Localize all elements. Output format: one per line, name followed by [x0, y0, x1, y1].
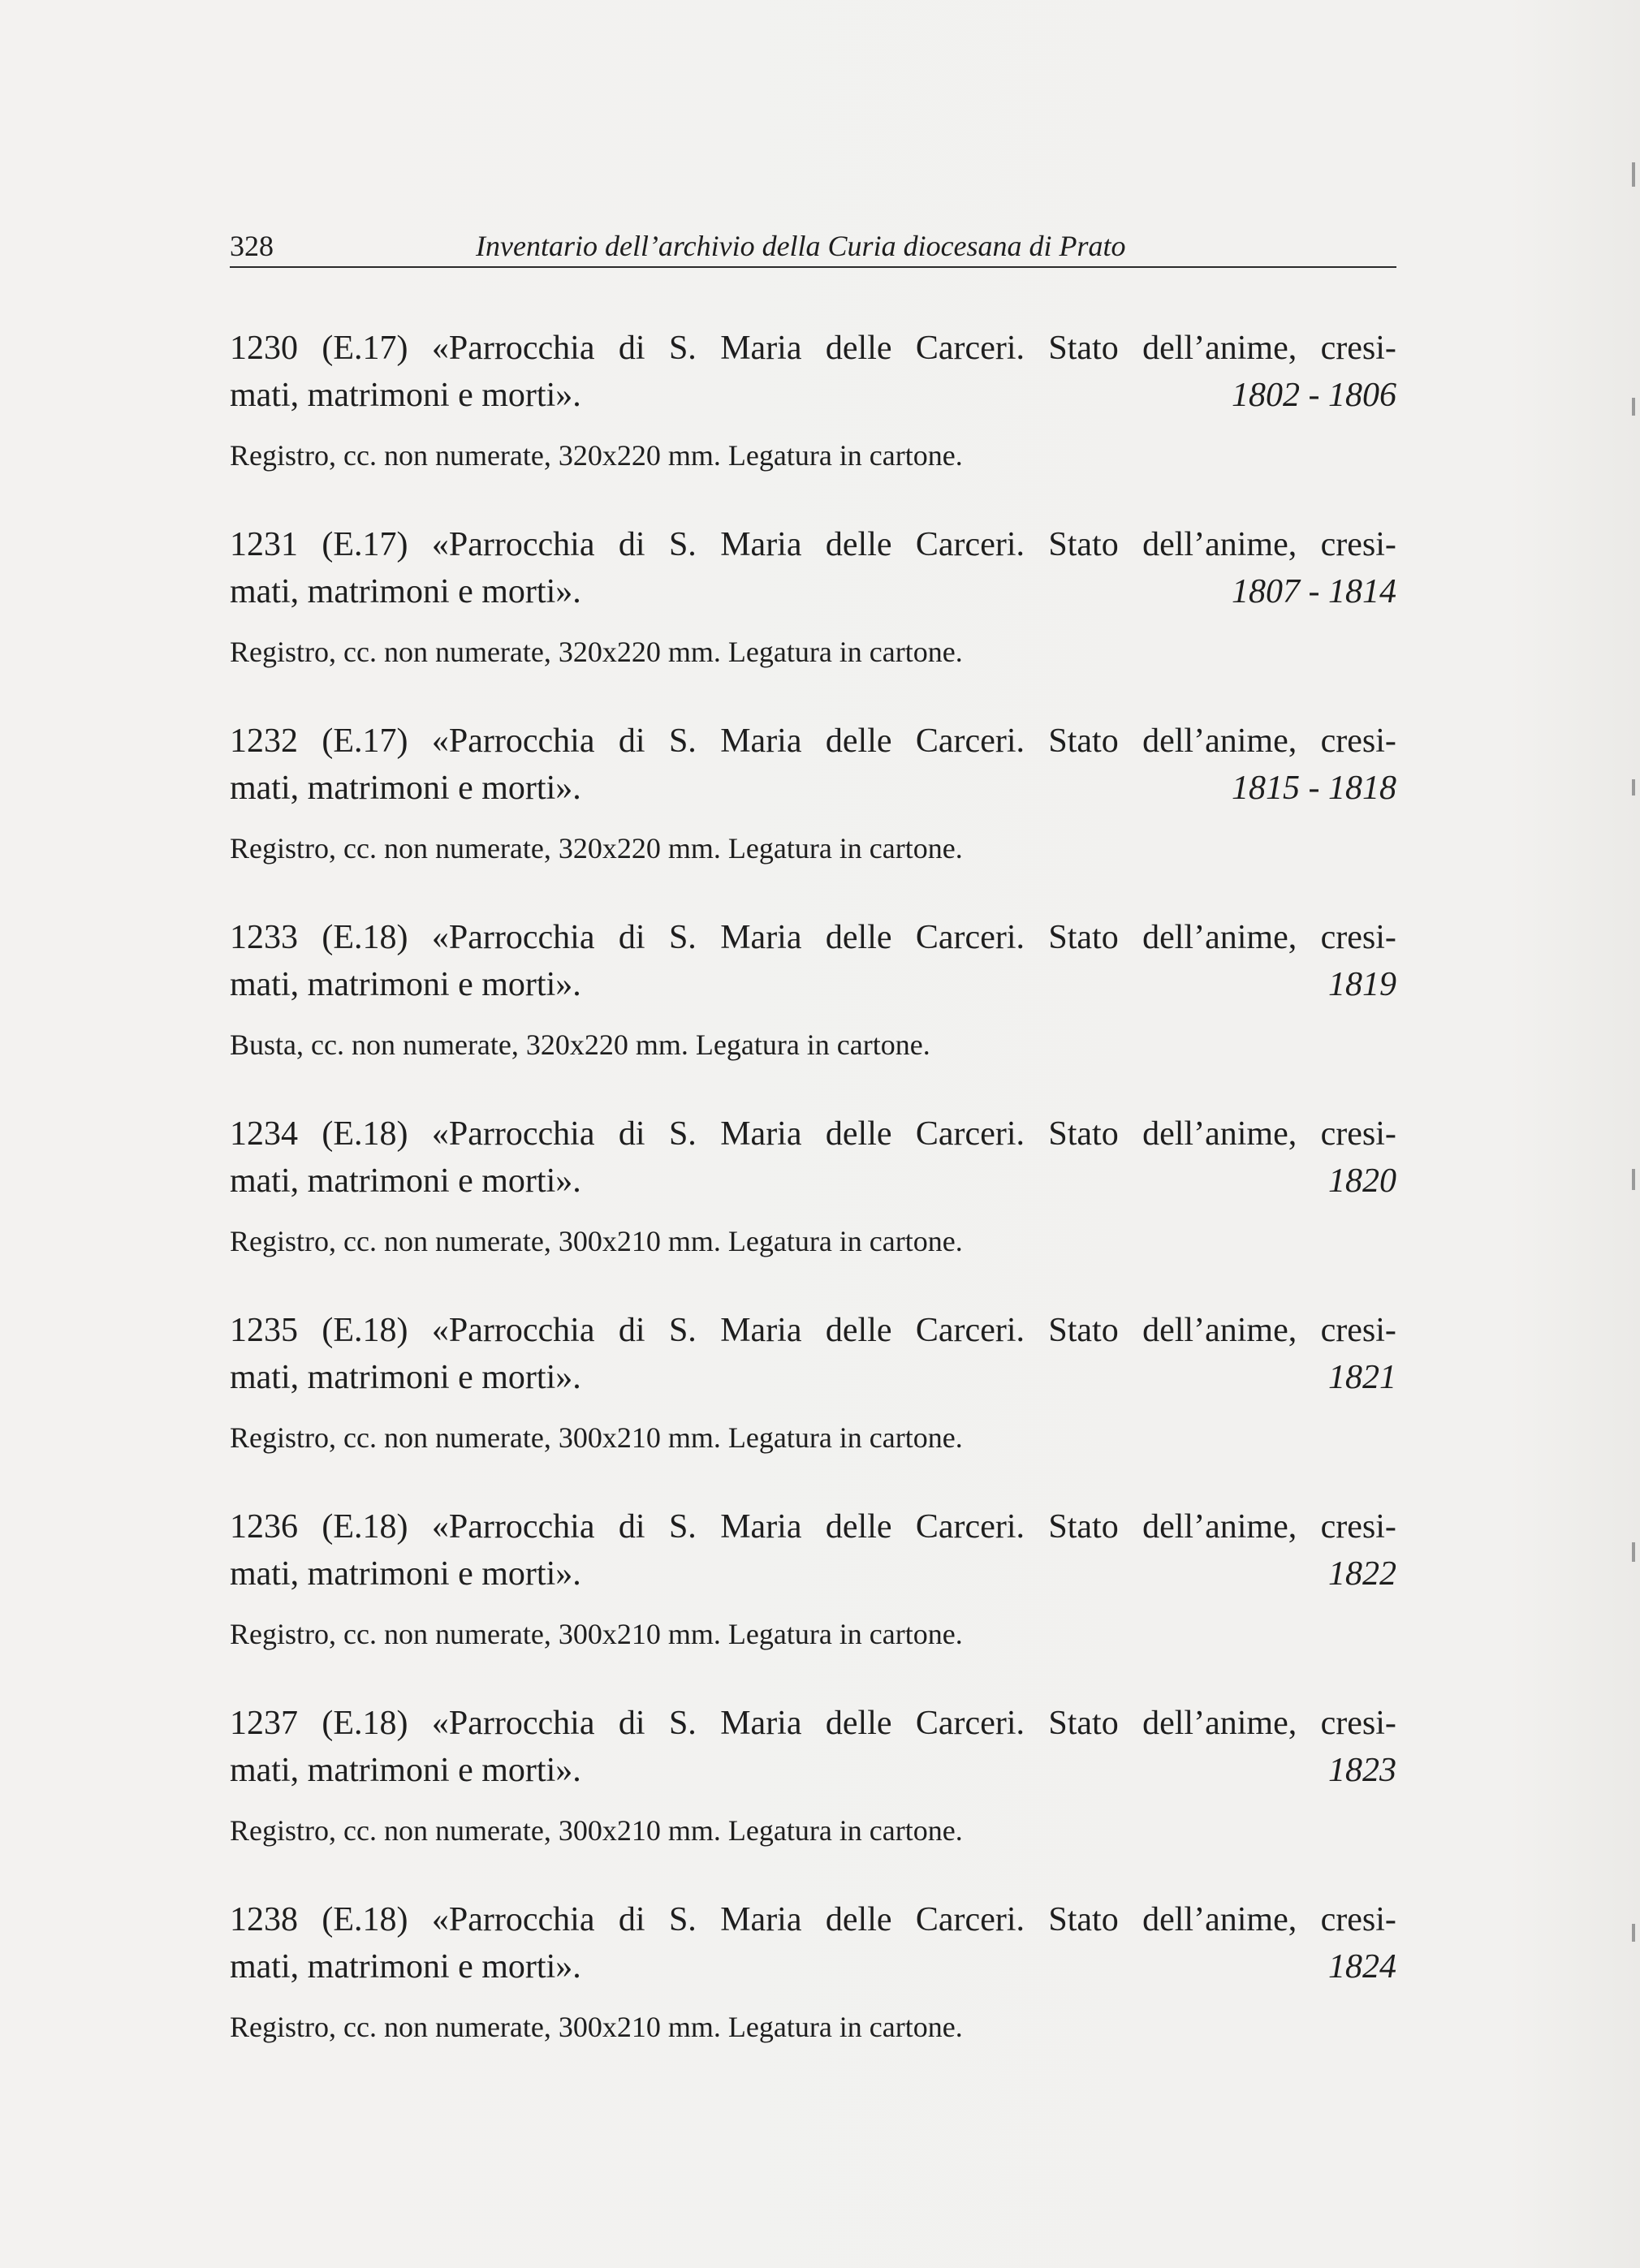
entry-title-word: S. — [668, 526, 697, 563]
entry-title-continuation-line — [230, 1354, 1396, 1401]
entry-title-word: Stato — [1048, 1115, 1119, 1153]
entry-title-word: (E.18) — [322, 1312, 408, 1349]
entry-date: 1823 — [1328, 1752, 1396, 1789]
entry-title-word: (E.18) — [322, 1901, 408, 1938]
entry-title-word: (E.18) — [322, 919, 408, 956]
entry-title-word: dell’anime, — [1142, 526, 1297, 563]
entry-title-continuation-line — [230, 961, 1396, 1008]
entry-title-word: Maria — [720, 1705, 802, 1742]
entry-title-line — [230, 718, 1396, 765]
entry-description: Busta, cc. non numerate, 320x220 mm. Legatura in cartone. — [230, 1028, 930, 1061]
entry-title-word: Stato — [1048, 1508, 1119, 1546]
entry-title-word: Carceri. — [915, 1115, 1025, 1153]
entry-date: 1820 — [1328, 1162, 1396, 1200]
entry-title-word: cresi- — [1320, 330, 1396, 367]
entry-number: 1232 — [230, 722, 298, 760]
entry-number: 1231 — [230, 526, 298, 563]
entry-title-word: Carceri. — [915, 526, 1025, 563]
entry-title-word: S. — [668, 1312, 697, 1349]
entry-title-word: Stato — [1048, 919, 1119, 956]
inventory-entry — [230, 718, 1396, 867]
entry-title-word: cresi- — [1320, 1705, 1396, 1742]
entry-title-continuation: mati, matrimoni e morti». — [230, 377, 581, 414]
entry-title-word: Maria — [720, 526, 802, 563]
entry-title-line — [230, 521, 1396, 568]
entry-title-line — [230, 1110, 1396, 1158]
scan-edge-mark — [1632, 398, 1635, 416]
entry-title-word: di — [618, 1901, 645, 1938]
entry-title-line — [230, 1700, 1396, 1747]
entry-number: 1233 — [230, 919, 298, 956]
entry-title-word: «Parrocchia — [431, 722, 595, 760]
entry-title-continuation: mati, matrimoni e morti». — [230, 1948, 581, 1986]
entry-title-word: «Parrocchia — [431, 919, 595, 956]
entry-title-continuation: mati, matrimoni e morti». — [230, 1752, 581, 1789]
entry-title-word: di — [618, 1508, 645, 1546]
entry-title-line — [230, 1896, 1396, 1943]
inventory-entry — [230, 325, 1396, 474]
entry-title-word: S. — [668, 1901, 697, 1938]
entry-title-line — [230, 1307, 1396, 1354]
entry-title-continuation-line — [230, 568, 1396, 615]
entry-date: 1802 - 1806 — [1232, 377, 1396, 414]
entry-title-word: dell’anime, — [1142, 1508, 1297, 1546]
entry-description: Registro, cc. non numerate, 300x210 mm. Legatura in cartone. — [230, 1225, 963, 1257]
entry-title-word: delle — [825, 1705, 892, 1742]
entry-title-word: dell’anime, — [1142, 1312, 1297, 1349]
entry-description: Registro, cc. non numerate, 320x220 mm. Legatura in cartone. — [230, 439, 963, 472]
inventory-entry — [230, 521, 1396, 670]
entry-title-word: cresi- — [1320, 1115, 1396, 1153]
entry-title-continuation-line — [230, 765, 1396, 812]
entry-title-word: «Parrocchia — [431, 526, 595, 563]
entry-title-continuation-line — [230, 1747, 1396, 1794]
entry-description: Registro, cc. non numerate, 300x210 mm. Legatura in cartone. — [230, 1814, 963, 1847]
entry-date: 1821 — [1328, 1359, 1396, 1396]
entry-title-word: (E.17) — [322, 526, 408, 563]
entry-title-word: di — [618, 1115, 645, 1153]
inventory-entry — [230, 1307, 1396, 1456]
entry-title-word: Stato — [1048, 1705, 1119, 1742]
entry-title-word: «Parrocchia — [431, 1312, 595, 1349]
entry-title-word: Stato — [1048, 526, 1119, 563]
entry-title-line — [230, 325, 1396, 372]
entry-description: Registro, cc. non numerate, 300x210 mm. Legatura in cartone. — [230, 1421, 963, 1454]
entry-number: 1230 — [230, 330, 298, 367]
entry-description: Registro, cc. non numerate, 300x210 mm. Legatura in cartone. — [230, 1618, 963, 1650]
entry-title-word: «Parrocchia — [431, 1901, 595, 1938]
entry-title-continuation: mati, matrimoni e morti». — [230, 1359, 581, 1396]
entry-title-word: «Parrocchia — [431, 1115, 595, 1153]
page-header — [230, 226, 1396, 268]
entry-title-word: Maria — [720, 330, 802, 367]
entry-description: Registro, cc. non numerate, 320x220 mm. Legatura in cartone. — [230, 636, 963, 668]
entry-title-word: S. — [668, 330, 697, 367]
entry-title-word: delle — [825, 330, 892, 367]
entry-title-word: di — [618, 1312, 645, 1349]
entry-title-word: dell’anime, — [1142, 1705, 1297, 1742]
entry-title-word: cresi- — [1320, 1901, 1396, 1938]
entry-title-word: Maria — [720, 722, 802, 760]
entry-title-word: Carceri. — [915, 919, 1025, 956]
entry-title-word: di — [618, 330, 645, 367]
entry-title-word: dell’anime, — [1142, 722, 1297, 760]
entry-description: Registro, cc. non numerate, 300x210 mm. Legatura in cartone. — [230, 2011, 963, 2043]
page-number: 328 — [230, 230, 274, 262]
scan-edge-mark — [1632, 779, 1635, 796]
entry-title-continuation-line — [230, 1158, 1396, 1205]
entry-title-word: Carceri. — [915, 330, 1025, 367]
entry-title-word: Carceri. — [915, 1312, 1025, 1349]
scan-edge-mark — [1632, 162, 1635, 187]
entry-title-word: cresi- — [1320, 1508, 1396, 1546]
entry-date: 1824 — [1328, 1948, 1396, 1986]
entry-title-word: Maria — [720, 1508, 802, 1546]
inventory-entry — [230, 1110, 1396, 1260]
entry-title-word: delle — [825, 722, 892, 760]
entry-title-word: Maria — [720, 919, 802, 956]
entry-title-word: S. — [668, 1508, 697, 1546]
entry-title-word: delle — [825, 1901, 892, 1938]
entry-title-word: (E.18) — [322, 1508, 408, 1546]
scan-edge-mark — [1632, 1924, 1635, 1942]
entry-title-word: di — [618, 1705, 645, 1742]
entry-title-word: delle — [825, 919, 892, 956]
entry-number: 1237 — [230, 1705, 298, 1742]
entry-title-continuation: mati, matrimoni e morti». — [230, 1162, 581, 1200]
entry-title-word: Stato — [1048, 330, 1119, 367]
entry-title-word: (E.17) — [322, 330, 408, 367]
inventory-entry — [230, 1896, 1396, 2046]
entry-title-word: cresi- — [1320, 526, 1396, 563]
entry-title-word: Maria — [720, 1115, 802, 1153]
entry-date: 1822 — [1328, 1555, 1396, 1593]
entry-title-word: Carceri. — [915, 722, 1025, 760]
entry-title-word: cresi- — [1320, 722, 1396, 760]
entry-title-continuation: mati, matrimoni e morti». — [230, 1555, 581, 1593]
entry-title-word: (E.18) — [322, 1705, 408, 1742]
scan-edge-mark — [1632, 1542, 1635, 1562]
entry-title-word: «Parrocchia — [431, 1705, 595, 1742]
entry-number: 1238 — [230, 1901, 298, 1938]
entry-title-word: di — [618, 919, 645, 956]
scan-edge-mark — [1632, 1169, 1635, 1190]
entry-title-word: delle — [825, 1312, 892, 1349]
inventory-entry — [230, 1503, 1396, 1653]
entry-date: 1819 — [1328, 966, 1396, 1003]
inventory-entry — [230, 1700, 1396, 1849]
entry-title-word: S. — [668, 1115, 697, 1153]
entry-title-word: S. — [668, 722, 697, 760]
entry-title-word: (E.17) — [322, 722, 408, 760]
entry-title-word: S. — [668, 919, 697, 956]
entry-title-word: dell’anime, — [1142, 919, 1297, 956]
entry-title-continuation: mati, matrimoni e morti». — [230, 770, 581, 807]
entry-title-line — [230, 1503, 1396, 1550]
entry-title-word: «Parrocchia — [431, 330, 595, 367]
entry-title-word: cresi- — [1320, 1312, 1396, 1349]
entry-title-word: dell’anime, — [1142, 1901, 1297, 1938]
entry-title-word: Carceri. — [915, 1705, 1025, 1742]
running-title: Inventario dell’archivio della Curia diocesana di Prato — [476, 230, 1126, 262]
entry-title-word: delle — [825, 1115, 892, 1153]
entry-title-word: Stato — [1048, 1312, 1119, 1349]
entry-title-line — [230, 914, 1396, 961]
entry-title-continuation-line — [230, 1550, 1396, 1598]
entry-title-word: Carceri. — [915, 1901, 1025, 1938]
entry-title-word: Stato — [1048, 722, 1119, 760]
entry-date: 1815 - 1818 — [1232, 770, 1396, 807]
entry-title-word: dell’anime, — [1142, 1115, 1297, 1153]
entry-title-word: Carceri. — [915, 1508, 1025, 1546]
entry-number: 1236 — [230, 1508, 298, 1546]
entry-title-word: delle — [825, 526, 892, 563]
entry-title-word: Maria — [720, 1901, 802, 1938]
entry-number: 1234 — [230, 1115, 298, 1153]
entry-title-word: S. — [668, 1705, 697, 1742]
entry-description: Registro, cc. non numerate, 320x220 mm. Legatura in cartone. — [230, 832, 963, 865]
entry-title-word: Stato — [1048, 1901, 1119, 1938]
entry-title-word: «Parrocchia — [431, 1508, 595, 1546]
inventory-entry — [230, 914, 1396, 1063]
entry-title-word: di — [618, 722, 645, 760]
entry-title-word: Maria — [720, 1312, 802, 1349]
entry-title-continuation: mati, matrimoni e morti». — [230, 966, 581, 1003]
entry-date: 1807 - 1814 — [1232, 573, 1396, 610]
entry-title-continuation-line — [230, 1943, 1396, 1990]
entry-title-continuation: mati, matrimoni e morti». — [230, 573, 581, 610]
entry-title-word: cresi- — [1320, 919, 1396, 956]
entry-title-word: (E.18) — [322, 1115, 408, 1153]
entry-title-continuation-line — [230, 372, 1396, 419]
entry-title-word: dell’anime, — [1142, 330, 1297, 367]
entry-title-word: di — [618, 526, 645, 563]
entry-number: 1235 — [230, 1312, 298, 1349]
entry-title-word: delle — [825, 1508, 892, 1546]
